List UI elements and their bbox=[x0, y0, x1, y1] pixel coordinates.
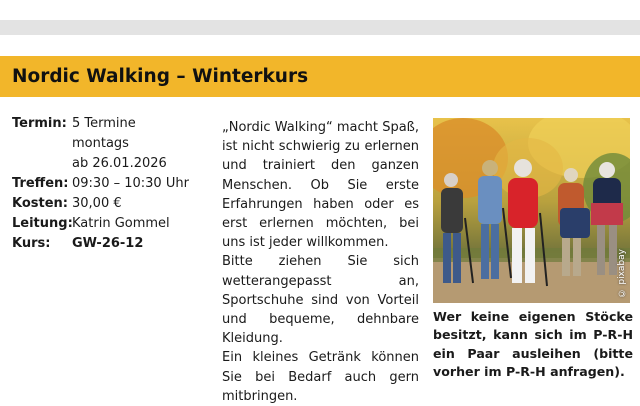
page-title: Nordic Walking – Winterkurs bbox=[12, 66, 309, 87]
photo-credit: © pixabay bbox=[617, 248, 627, 297]
walking-group-photo bbox=[433, 118, 630, 303]
detail-value: 09:30 – 10:30 Uhr bbox=[72, 176, 189, 191]
course-code: GW-26-12 bbox=[72, 236, 144, 251]
detail-label: Leitung: bbox=[12, 216, 73, 231]
detail-value bbox=[72, 114, 212, 174]
title-banner bbox=[0, 56, 640, 97]
detail-label: Kosten: bbox=[12, 196, 68, 211]
detail-label: Treffen: bbox=[12, 176, 69, 191]
detail-label: Kurs: bbox=[12, 236, 51, 251]
course-description bbox=[222, 118, 419, 406]
description-paragraph: Bitte ziehen Sie sich wetterangepasst an, Sportschuhe sind von Vorteil und bequeme, dehnbare Kleidung. bbox=[222, 254, 419, 347]
detail-value-line: ab 26.01.2026 bbox=[72, 156, 167, 171]
detail-value: 30,00 € bbox=[72, 196, 122, 211]
detail-row-leitung bbox=[12, 214, 212, 234]
detail-row-treffen bbox=[12, 174, 212, 194]
detail-row-kurs bbox=[12, 234, 212, 254]
detail-row-kosten bbox=[12, 194, 212, 214]
photo-caption: Wer keine eigenen Stöcke besitzt, kann sich im P-R-H ein Paar ausleihen (bitte vorher im P-R-H anfragen). bbox=[433, 309, 633, 380]
detail-value: Katrin Gommel bbox=[72, 216, 170, 231]
description-paragraph: Ein kleines Getränk können Sie bei Bedarf auch gern mitbringen. bbox=[222, 350, 419, 404]
description-paragraph: „Nordic Walking“ macht Spaß, ist nicht schwierig zu erlernen und trainiert den ganzen Menschen. Ob Sie erste Erfahrungen haben oder es erst erlernen möchten, bei uns ist jeder willkommen. bbox=[222, 120, 419, 251]
detail-label: Termin: bbox=[12, 116, 67, 131]
detail-value-line: montags bbox=[72, 136, 129, 151]
detail-row-termin bbox=[12, 114, 212, 174]
top-gray-bar bbox=[0, 20, 640, 35]
detail-value-line: 5 Termine bbox=[72, 116, 136, 131]
course-details bbox=[12, 114, 212, 254]
